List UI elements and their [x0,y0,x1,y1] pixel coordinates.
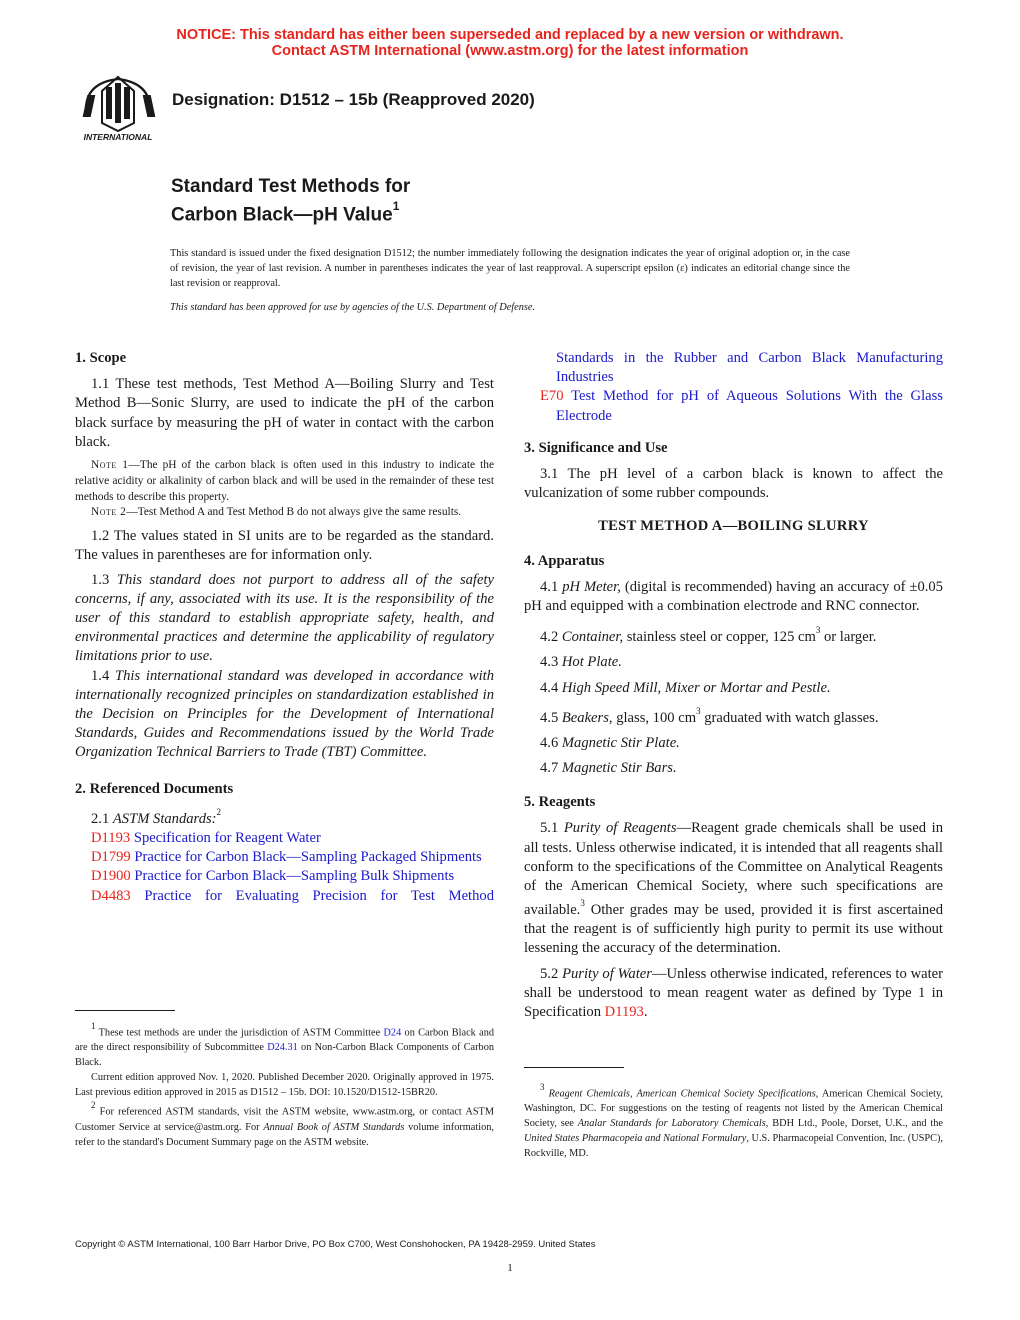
link-d24-31[interactable]: D24.31 [267,1042,298,1054]
notice-line-1: NOTICE: This standard has either been superseded and replaced by a new version or withdrawn. [176,27,844,43]
notice-line-2: Contact ASTM International (www.astm.org) for the latest information [271,43,749,59]
ref-d1900[interactable]: D1900 Practice for Carbon Black—Sampling Bulk Shipments [91,868,455,885]
footnote-3: $^3$ Reagent Chemicals, American Chemical Society Specifications, American Chemical Society, Washington, DC. For suggestions on the testing of reagents not listed by the American Chemical Society, see Analar Standards for Laboratory Chemicals, BDH Ltd., Poole, Dorset, U.K., and the United States Pharmacopeia and National Formulary, U.S. Pharmacopeial Convention, Inc. (USPC), Rockville, MD. [524,1082,944,1160]
ref-d4483-continued[interactable]: Standards in the Rubber and Carbon Black Manufacturing Industries [556,350,943,386]
page-number: 1 [507,1262,513,1274]
para-4-2: 4.2 Container, stainless steel or copper, 125 $cm^3$ or larger. [540,625,877,646]
para-4-7: 4.7 Magnetic Stir Bars. [540,759,677,776]
footnotes-left [75,1021,494,1150]
para-5-1: 5.1 Purity of Reagents—Reagent grade chemicals shall be used in all tests. Unless otherwise indicated, it is intended that all reagents shall conform to the specifications of the Committee on Analytical Reagents of the American Chemical Society, where such specifications are available.$^3$ Other grades may be used, provided it is first ascertained that the reagent is of sufficiently high purity to permit its use without lessening the accuracy of the determination. [524,820,943,957]
para-1-3: 1.3 This standard does not purport to address all of the safety concerns, if any, associated with its use. It is the responsibility of the user of this standard to establish appropriate safety, health, and environmental practices and determine the applicability of regulatory limitations prior to use. [75,571,494,665]
para-4-1: 4.1 pH Meter, (digital is recommended) having an accuracy of ±0.05 pH and equipped with a combination electrode and RNC connector. [524,578,943,615]
para-1-1: 1.1 These test methods, Test Method A—Boiling Slurry and Test Method B—Sonic Slurry, are used to indicate the pH of the carbon black surface by measuring the pH of water in contact with the carbon black. [75,376,494,450]
para-1-4: 1.4 This international standard was developed in accordance with internationally recognized principles on standardization established in the Decision on Principles for the Development of International Standards, Guides and Recommendations issued by the World Trade Organization Technical Barriers to Trade (TBT) Committee. [75,667,495,761]
ref-d4483[interactable]: D4483 Practice for Evaluating Precision for Test Method [91,887,494,904]
method-a-heading: TEST METHOD A—BOILING SLURRY [598,518,869,535]
right-column [524,349,943,1022]
astm-logo-icon [76,73,160,143]
dod-note: This standard has been approved for use by agencies of the U.S. Department of Defense. [170,302,536,313]
title-line-2: Carbon Black—pH Value$^1$ [171,199,400,226]
designation: Designation: D1512 – 15b (Reapproved 2020) [172,90,535,109]
document-title [171,175,410,226]
section-2-heading: 2. Referenced Documents [75,780,234,797]
para-3-1: 3.1 The pH level of a carbon black is known to affect the vulcanization of some rubber compounds. [524,466,943,502]
footnote-rule-right [524,1067,624,1068]
title-line-1: Standard Test Methods for [171,176,411,197]
link-d1193[interactable]: D1193 [604,1004,644,1021]
footnote-rule-left [75,1010,175,1011]
para-4-6: 4.6 Magnetic Stir Plate. [540,734,680,751]
para-2-1: 2.1 ASTM Standards:$^2$ [91,806,222,827]
link-d24[interactable]: D24 [383,1027,402,1039]
footnote-1-edition: Current edition approved Nov. 1, 2020. Published December 2020. Originally approved in 1975. Last previous edition approved in 2015 as D1512 – 15b. DOI: 10.1520/D1512-15BR20. [75,1072,494,1099]
note-1: Note 1—The pH of the carbon black is often used in this industry to indicate the relative acidity or alkalinity of carbon black and will be used in the remainder of these test methods to describe this property. [75,459,494,503]
copyright: Copyright © ASTM International, 100 Barr Harbor Drive, PO Box C700, West Conshohocken, PA 19428-2959. United States [75,1239,596,1250]
title-footnote-ref: 1 [392,199,400,213]
ref-e70[interactable]: E70 Test Method for pH of Aqueous Solutions With the Glass Electrode [540,388,943,424]
astm-logo [76,73,160,143]
para-1-2: 1.2 The values stated in SI units are to be regarded as the standard. The values in parentheses are for information only. [75,528,494,564]
section-3-heading: 3. Significance and Use [524,439,668,456]
logo-text: INTERNATIONAL [83,132,153,142]
note-2: Note 2—Test Method A and Test Method B do not always give the same results. [91,506,462,519]
para-5-2: 5.2 Purity of Water—Unless otherwise indicated, references to water shall be understood to mean reagent water as defined by Type 1 in Specification D1193. [524,965,944,1021]
section-5-heading: 5. Reagents [524,794,596,811]
para-4-4: 4.4 High Speed Mill, Mixer or Mortar and Pestle. [540,679,831,696]
footnote-2: $^2$ For referenced ASTM standards, visit the ASTM website, www.astm.org, or contact ASTM Customer Service at service@astm.org. For Annual Book of ASTM Standards volume information, refer to the standard's Document Summary page on the ASTM website. [75,1100,494,1148]
para-4-5: 4.5 Beakers, glass, 100 $cm^3$ graduated with watch glasses. [540,705,879,726]
footnote-1: $^1$ These test methods are under the jurisdiction of ASTM Committee D24 on Carbon Black and are the direct responsibility of Subcommittee D24.31 on Non-Carbon Black Components of Carbon Black. [75,1021,495,1069]
withdrawal-notice [0,27,1020,59]
section-1-heading: 1. Scope [75,350,127,366]
section-4-heading: 4. Apparatus [524,552,605,569]
footnotes-right [524,1082,943,1161]
para-4-3: 4.3 Hot Plate. [540,654,622,671]
left-column [75,349,494,906]
ref-d1193[interactable]: D1193 Specification for Reagent Water [91,829,321,846]
ref-d1799[interactable]: D1799 Practice for Carbon Black—Sampling Packaged Shipments [91,849,482,866]
intro-paragraph: This standard is issued under the fixed designation D1512; the number immediately following the designation indicates the year of original adoption or, in the case of revision, the year of last revision. A number in parentheses indicates the year of last reapproval. A superscript epsilon (ε) indicates an editorial change since the last revision or reapproval. [170,248,850,289]
